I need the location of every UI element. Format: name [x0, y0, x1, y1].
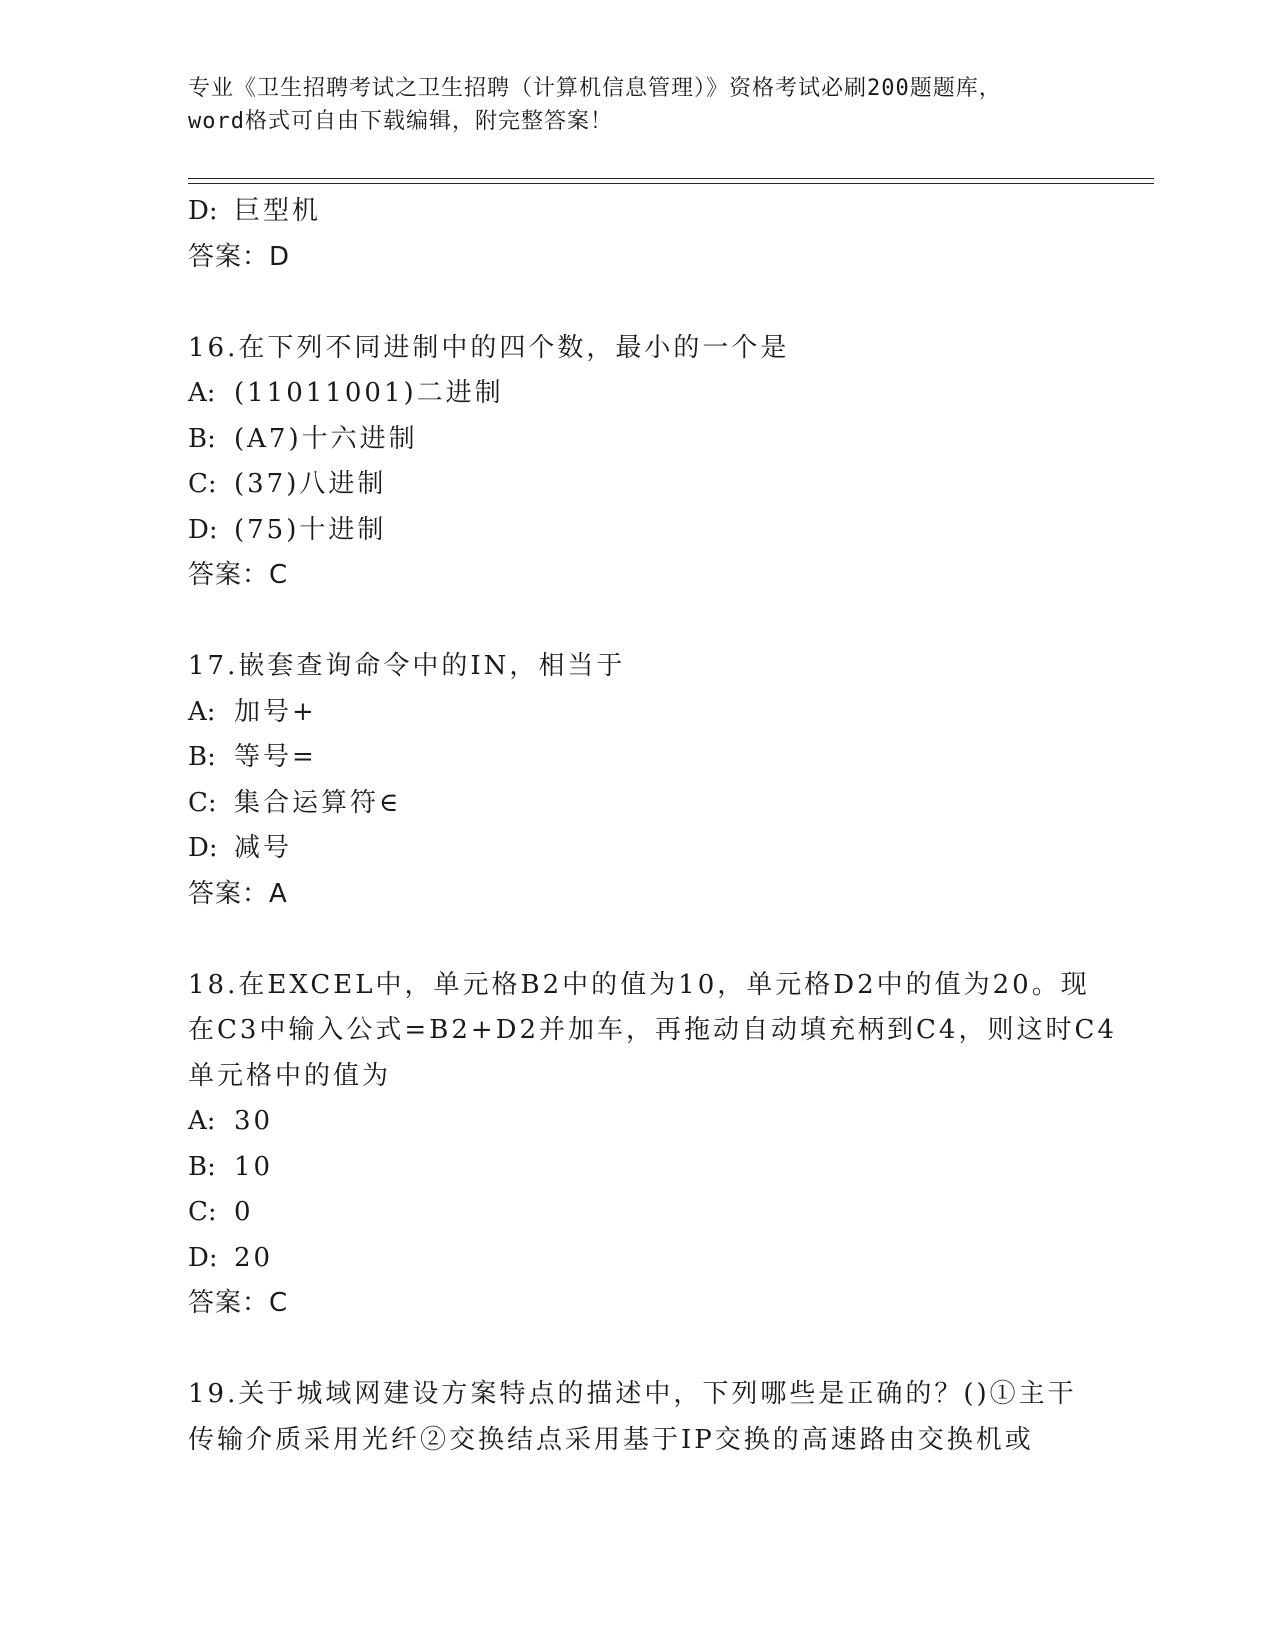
question-stem-line-2: 传输介质采用光纤②交换结点采用基于IP交换的高速路由交换机或 — [188, 1424, 1034, 1455]
option-a — [188, 690, 1088, 736]
option-c — [188, 1190, 1088, 1236]
option-d — [188, 189, 1088, 235]
option-text: (11011001)二进制 — [234, 378, 504, 408]
spacer — [188, 917, 1088, 963]
option-c — [188, 781, 1088, 827]
option-key: C: — [188, 469, 217, 499]
option-a — [188, 371, 1088, 417]
option-key: D: — [188, 514, 218, 545]
option-text: 等号= — [234, 742, 317, 772]
option-key: A: — [188, 1106, 216, 1136]
option-text: 30 — [234, 1106, 274, 1136]
question-stem: 16.在下列不同进制中的四个数，最小的一个是 — [188, 332, 790, 363]
option-text: (A7)十六进制 — [234, 423, 418, 454]
option-text: 20 — [234, 1242, 274, 1273]
option-d — [188, 508, 1088, 554]
option-b — [188, 1145, 1088, 1191]
question-stem-line-1: 19.关于城域网建设方案特点的描述中，下列哪些是正确的？()①主干 — [188, 1379, 1077, 1409]
option-text: 加号+ — [234, 696, 317, 727]
option-d — [188, 1236, 1088, 1282]
question-stem-line-3: 单元格中的值为 — [188, 1060, 392, 1091]
option-key: D: — [188, 196, 218, 226]
option-key: D: — [188, 1242, 218, 1273]
option-key: D: — [188, 833, 218, 863]
question-stem-line-1: 18.在EXCEL中，单元格B2中的值为10，单元格D2中的值为20。现 — [188, 969, 1090, 1000]
header-line-1: 专业《卫生招聘考试之卫生招聘（计算机信息管理）》资格考试必刷200题题库， — [188, 76, 1002, 101]
option-c — [188, 462, 1088, 508]
option-text: 减号 — [234, 833, 293, 863]
question-stem-line-2: 在C3中输入公式=B2+D2并加车，再拖动自动填充柄到C4，则这时C4 — [188, 1015, 1117, 1045]
header-line-2: word格式可自由下载编辑，附完整答案！ — [188, 109, 613, 134]
option-key: A: — [188, 378, 216, 408]
header-rule-top — [188, 178, 1154, 179]
option-key: A: — [188, 696, 216, 727]
spacer — [188, 599, 1088, 645]
spacer — [188, 1327, 1088, 1373]
question-content — [188, 189, 1117, 1463]
option-text: 巨型机 — [234, 196, 322, 226]
option-text: (37)八进制 — [234, 469, 387, 499]
option-text: 集合运算符∈ — [234, 787, 402, 818]
answer-line: 答案：A — [188, 878, 288, 909]
spacer — [188, 280, 1088, 326]
question-stem: 17.嵌套查询命令中的IN，相当于 — [188, 651, 626, 681]
option-key: C: — [188, 787, 217, 818]
option-text: (75)十进制 — [234, 514, 387, 545]
option-key: B: — [188, 1151, 216, 1182]
option-text: 10 — [234, 1151, 274, 1182]
option-key: B: — [188, 742, 216, 772]
option-b — [188, 417, 1088, 463]
header-rule-bottom — [188, 183, 1154, 184]
option-a — [188, 1099, 1088, 1145]
page-header — [188, 72, 1088, 138]
option-key: C: — [188, 1197, 217, 1227]
answer-line: 答案：C — [188, 1288, 289, 1318]
option-d — [188, 826, 1088, 872]
option-key: B: — [188, 423, 216, 454]
option-text: 0 — [234, 1197, 254, 1227]
option-b — [188, 735, 1088, 781]
answer-line: 答案：D — [188, 241, 291, 272]
answer-line: 答案：C — [188, 560, 289, 590]
